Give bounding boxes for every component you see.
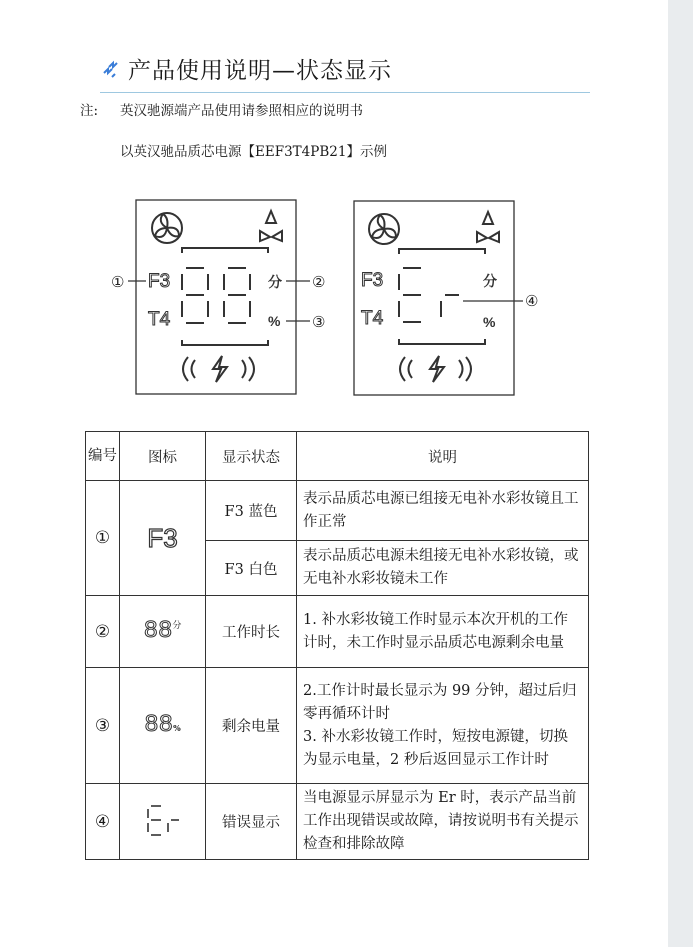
fan-icon [369, 214, 399, 244]
callout-2: ② [312, 274, 326, 291]
fan-icon [152, 213, 182, 243]
bottom-bracket [399, 339, 485, 344]
lightning-icon [430, 356, 444, 382]
state-cell: 错误显示 [206, 784, 297, 860]
sparkle-icon [100, 57, 122, 81]
callout-4: ④ [525, 293, 539, 310]
callout-3: ③ [312, 314, 326, 331]
page-title: 产品使用说明—状态显示 [128, 58, 392, 84]
seven-seg-digit-2 [224, 268, 250, 323]
digits-icon: 88 [144, 712, 174, 739]
f3-icon: F3 [147, 522, 178, 553]
percent-unit: % [268, 313, 281, 329]
t4-label: T4 [361, 308, 384, 329]
row-num: ② [86, 596, 120, 668]
wave-left-icon [400, 357, 412, 381]
page-edge-bar [668, 0, 693, 947]
minute-unit: 分 [268, 274, 282, 290]
display-panel-right [353, 200, 553, 400]
note-label: 注: [80, 103, 99, 119]
desc-cell: 1. 补水彩妆镜工作时显示本次开机的工作计时，未工作时显示品质芯电源剩余电量 [297, 596, 589, 668]
table-row [86, 596, 589, 668]
f3-label: F3 [361, 270, 384, 291]
error-segments [399, 268, 459, 322]
top-bracket [182, 248, 268, 253]
error-icon-cell [120, 784, 206, 860]
desc-cell: 表示品质芯电源已组接无电补水彩妆镜且工作正常 [297, 481, 589, 541]
state-cell: 剩余电量 [206, 668, 297, 784]
example-text: 以英汉驰品质芯电源【EEF3T4PB21】示例 [120, 144, 387, 160]
seven-seg-digit-1 [182, 268, 208, 323]
error-segment-icon [141, 800, 185, 840]
lightning-icon [213, 356, 227, 382]
desc-line: 3. 补水彩妆镜工作时，短按电源键，切换为显示电量，2 秒后返回显示工作计时 [303, 728, 568, 768]
percent-unit: % [483, 314, 496, 330]
table-row [86, 668, 589, 784]
note [80, 99, 363, 119]
state-cell: F3 白色 [206, 541, 297, 596]
display-panel-left [100, 195, 340, 400]
state-cell: F3 蓝色 [206, 481, 297, 541]
note-text: 英汉驰源端产品使用请参照相应的说明书 [120, 103, 363, 119]
title-divider [100, 92, 590, 93]
t4-label: T4 [148, 309, 171, 330]
row-num: ④ [86, 784, 120, 860]
state-cell: 工作时长 [206, 596, 297, 668]
f3-label: F3 [148, 271, 171, 292]
digits-minute-icon-cell [120, 596, 206, 668]
top-bracket [399, 249, 485, 254]
header-state: 显示状态 [206, 432, 297, 481]
title-row [100, 52, 392, 85]
percent-unit: % [173, 723, 181, 733]
header-num: 编号 [86, 432, 120, 481]
wave-left-icon [183, 357, 195, 381]
wave-right-icon [242, 357, 254, 381]
row-num: ① [86, 481, 120, 596]
minute-unit: 分 [172, 621, 182, 631]
row-num: ③ [86, 668, 120, 784]
digits-percent-icon-cell [120, 668, 206, 784]
callout-1: ① [111, 274, 125, 291]
status-table [85, 431, 589, 860]
table-header-row [86, 432, 589, 481]
table-row [86, 784, 589, 860]
f3-icon-cell [120, 481, 206, 596]
triple-leaf-icon [477, 212, 499, 242]
desc-cell: 当电源显示屏显示为 Er 时，表示产品当前工作出现错误或故障，请按说明书有关提示检查和排除故障 [297, 784, 589, 860]
header-icon: 图标 [120, 432, 206, 481]
bottom-bracket [182, 340, 268, 345]
digits-icon: 88 [143, 618, 173, 645]
desc-cell: 表示品质芯电源未组接无电补水彩妆镜，或无电补水彩妆镜未工作 [297, 541, 589, 596]
table-row [86, 481, 589, 541]
triple-leaf-icon [260, 211, 282, 241]
header-desc: 说明 [297, 432, 589, 481]
desc-cell [297, 668, 589, 784]
minute-unit: 分 [483, 273, 497, 289]
wave-right-icon [459, 357, 471, 381]
desc-line: 2.工作计时最长显示为 99 分钟，超过后归零再循环计时 [303, 682, 577, 722]
